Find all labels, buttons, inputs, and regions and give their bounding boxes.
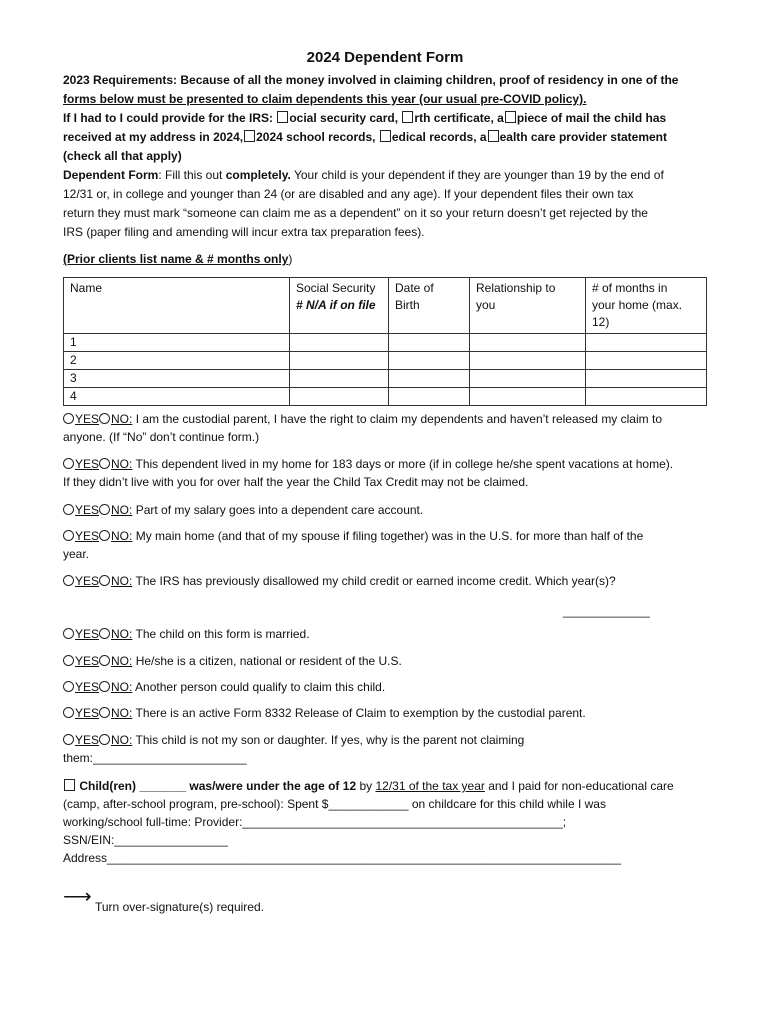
table-row: 4 [64,388,707,406]
header-relationship: Relationship to you [470,278,586,334]
yes-radio[interactable] [63,458,74,469]
arrow-right-icon: ⟶ [63,886,92,908]
header-dob: Date of Birth [389,278,470,334]
yes-radio[interactable] [63,655,74,666]
yes-radio[interactable] [63,413,74,424]
question-irs-disallowed: YES NO: The IRS has previously disallowed my child credit or earned income credit. Which year(s)? [63,572,713,590]
no-radio[interactable] [99,413,110,424]
social-security-card-checkbox[interactable] [277,111,288,123]
yes-radio[interactable] [63,707,74,718]
table-header-row [64,278,707,334]
mail-piece-checkbox[interactable] [505,111,516,123]
yes-radio[interactable] [63,530,74,541]
no-radio[interactable] [99,681,110,692]
disallowed-years-field[interactable]: _____________ [563,604,650,618]
yes-radio[interactable] [63,504,74,515]
dependents-table [63,277,707,406]
birth-certificate-checkbox[interactable] [402,111,413,123]
table-row: 2 [64,352,707,370]
prior-clients-note: (Prior clients list name & # months only) [63,252,293,266]
no-radio[interactable] [99,655,110,666]
question-child-married: YES NO: The child on this form is married. [63,625,713,643]
childcare-checkbox[interactable] [64,779,75,791]
medical-records-checkbox[interactable] [380,130,391,142]
no-radio[interactable] [99,707,110,718]
requirements-text: 2023 Requirements: Because of all the money involved in claiming children, proof of residency in one of the forms below must be presented to claim dependents this year (our usual pre-COVID policy). [63,73,679,106]
yes-radio[interactable] [63,734,74,745]
question-form-8332: YES NO: There is an active Form 8332 Release of Claim to exemption by the custodial parent. [63,704,713,722]
no-radio[interactable] [99,504,110,515]
page-title: 2024 Dependent Form [306,49,464,66]
question-lived-in-home: YES NO: This dependent lived in my home for 183 days or more (if in college he/she spent vacations at home). If they didn’t live with you for over half the year the Child Tax Credit may not be claimed. [63,457,674,489]
irs-proof-section: If I had to I could provide for the IRS: ocial security card, rth certificate, a piece of mail the child has received at my address in 2024, 2024 school records, edical records, a ealth care provider statement (check all that apply) [63,111,667,163]
question-custodial-parent: YES NO: I am the custodial parent, I have the right to claim my dependents and haven’t released my claim to anyone. (If “No” don’t continue form.) [63,412,662,444]
question-not-son-daughter: YES NO: This child is not my son or daughter. If yes, why is the parent not claiming them:_______________________ [63,733,525,765]
childcare-section: Child(ren) _______ was/were under the age of 12 by 12/31 of the tax year and I paid for non-educational care (camp, after-school program, pre-school): Spent $____________ on childcare for this child while I was working/school full-time: Provider:________________________________________________; SSN/EIN:_________________ Address_____________________________________________________________________________ [63,779,674,865]
question-dependent-care-account: YES NO: Part of my salary goes into a dependent care account. [63,501,713,519]
yes-radio[interactable] [63,628,74,639]
turn-over-note: Turn over-signature(s) required. [95,900,264,914]
school-records-checkbox[interactable] [244,130,255,142]
table-row: 3 [64,370,707,388]
question-main-home-us: YES NO: My main home (and that of my spouse if filing together) was in the U.S. for more than half of the year. [63,529,644,561]
dependent-form-instructions: Dependent Form: Fill this out completely. Your child is your dependent if they are younger than 19 by the end of 12/31 or, in college and younger than 24 (or are disabled and any age). If your dependent files their own tax return they must mark “someone can claim me as a dependent” on it so your return doesn’t get rejected by the IRS (paper filing and amending will incur extra tax preparation fees). [63,168,664,239]
header-name: Name [64,278,290,334]
question-another-person: YES NO: Another person could qualify to claim this child. [63,678,713,696]
table-row: 1 [64,334,707,352]
no-radio[interactable] [99,530,110,541]
health-care-statement-checkbox[interactable] [488,130,499,142]
header-ssn: Social Security # N/A if on file [290,278,389,334]
header-months: # of months in your home (max. 12) [586,278,707,334]
yes-radio[interactable] [63,681,74,692]
no-radio[interactable] [99,458,110,469]
question-citizen: YES NO: He/she is a citizen, national or resident of the U.S. [63,652,713,670]
no-radio[interactable] [99,734,110,745]
no-radio[interactable] [99,628,110,639]
no-radio[interactable] [99,575,110,586]
yes-radio[interactable] [63,575,74,586]
